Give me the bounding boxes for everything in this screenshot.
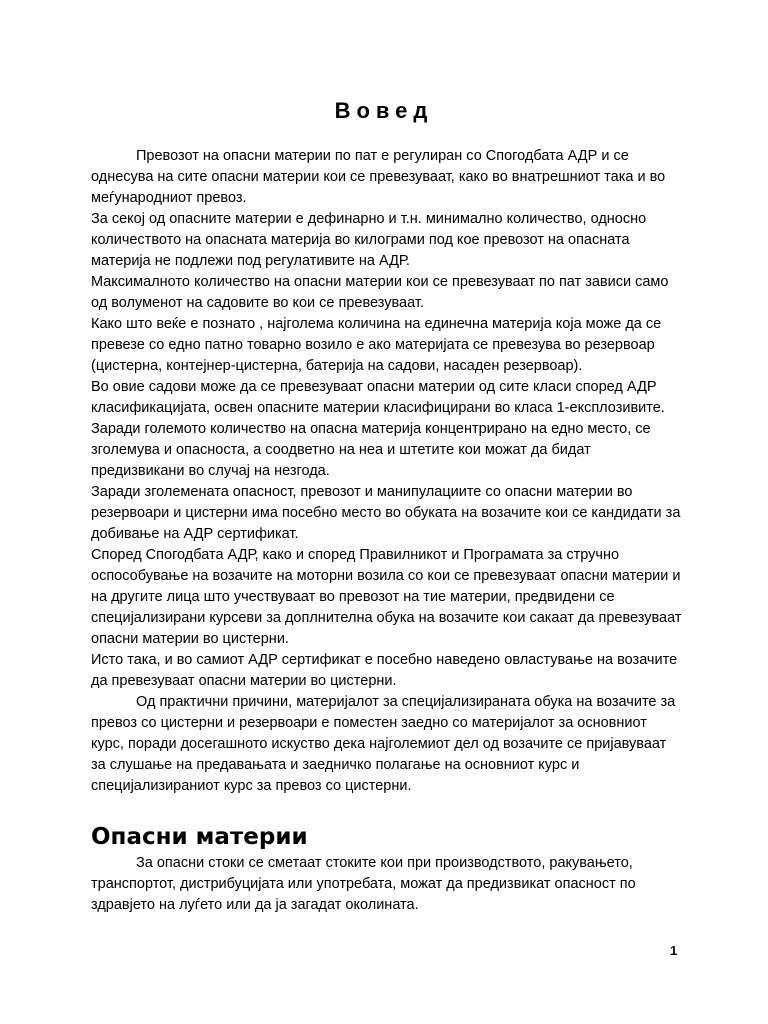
paragraph-9: Исто така, и во самиот АДР сертификат е посебно наведено овластување на возачите да превезуваат опасни материи во цистерни. (91, 652, 678, 689)
section-paragraph: За опасни стоки се сметаат стоките кои при производството, ракувањето, транспортот, дистрибуцијата или употребата, можат да предизвикат опасност по здравјето на луѓето или да ја загадат околината. (91, 855, 636, 913)
section-heading: Опасни материи (91, 824, 308, 850)
paragraph-1: Превозот на опасни материи по пат е регулиран со Спогодбата АДР и се однесува на сите опасни материи кои се превезуваат, како во внатрешниот така и во меѓународниот превоз. (91, 148, 666, 206)
paragraph-2: За секој од опасните материи е дефинарно и т.н. минимално количество, односно количеството на опасната материја во килограми под кое превозот на опасната материја не подлежи под регулативите на АДР. (91, 211, 647, 269)
paragraph-7: Заради зголемената опасност, превозот и манипулациите со опасни материи во резервоари и цистерни има посебно место во обуката на возачите кои се кандидати за добивање на АДР сертификат. (91, 484, 681, 542)
page-number: 1 (670, 943, 678, 958)
paragraph-4: Како што веќе е познато , најголема количина на единечна материја која може да се превезе со едно патно товарно возило е ако материјата се превезува во резервоар (цистерна, контејнер-цистерна, батерија на садови, насаден резервоар). (91, 316, 662, 374)
paragraph-8: Според Спогодбата АДР, како и според Правилникот и Програмата за стручно оспособување на возачите на моторни возила со кои се превезуваат опасни материи и на другите лица што учествуваат во превозот на тие материи, предвидени се специјализирани курсеви за доплнителна обука на возачите кои сакаат да превезуваат опасни материи во цистерни. (91, 547, 682, 647)
paragraph-6: Заради големото количество на опасна материја концентрирано на едно место, се зголемува и опасноста, а соодветно на неа и штетите кои можат да бидат предизвикани во случај на незгода. (91, 421, 651, 479)
paragraph-10: Од практични причини, материјалот за специјализираната обука на возачите за превоз со цистерни и резервоари е поместен заедно со материјалот за основниот курс, поради досегашното искуство дека најголемиот дел од возачите се пријавуваат за слушање на предавањата и заедничко полагање на основниот курс и специјализираниот курс за превоз со цистерни. (91, 694, 676, 794)
page-title: Вовед (334, 98, 434, 123)
paragraph-3: Максималното количество на опасни материи кои се превезуваат по пат зависи само од волуменот на садовите во кои се превезуваат. (91, 274, 669, 311)
intro-body (91, 146, 683, 797)
paragraph-5: Во овие садови може да се превезуваат опасни материи од сите класи според АДР класификацијата, освен опасните материи класифицирани во класа 1-експлозивите. (91, 379, 665, 416)
